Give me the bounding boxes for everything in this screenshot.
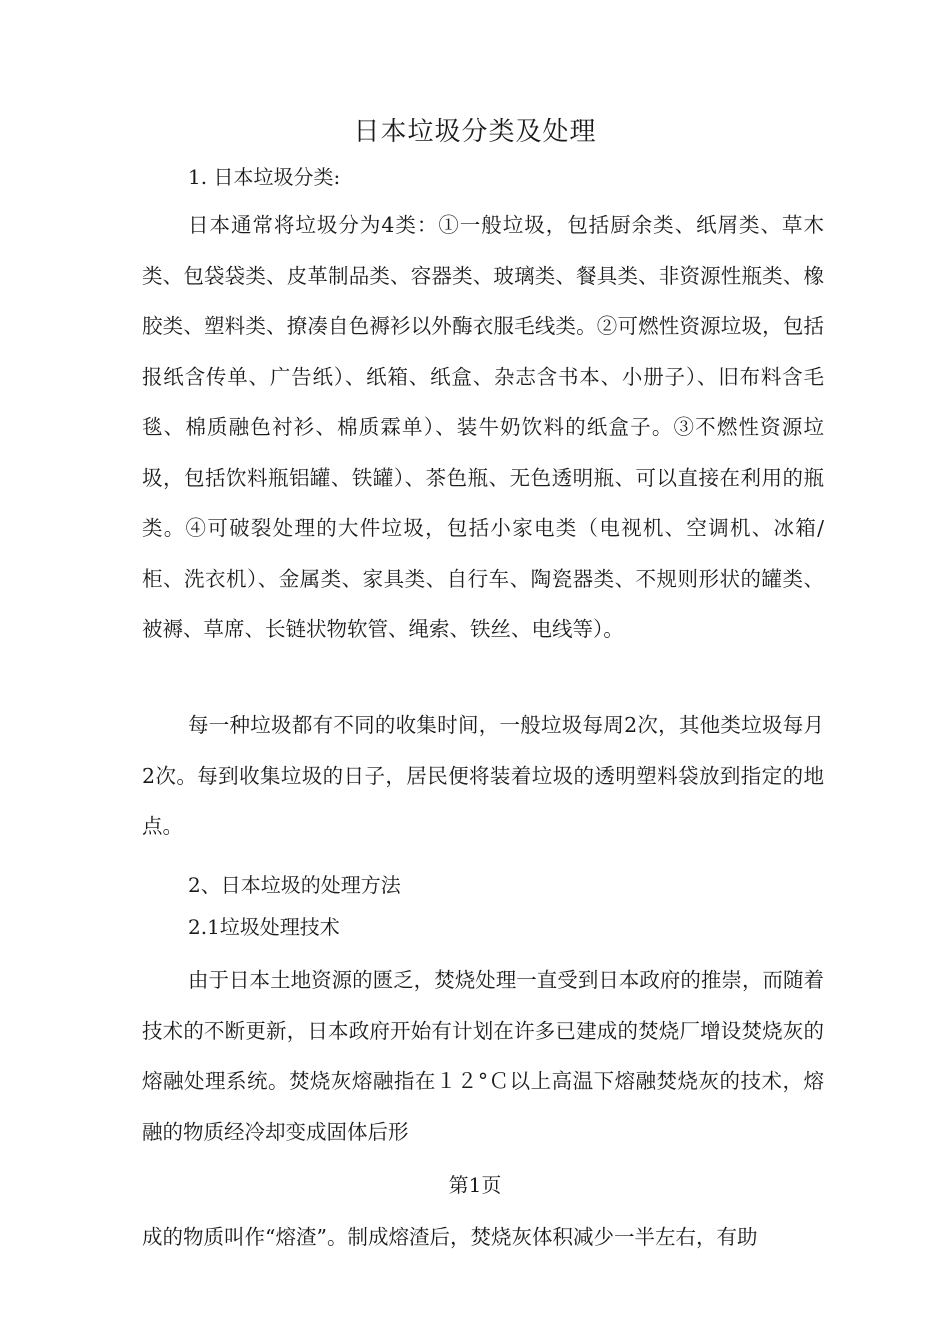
page-number: 第1页: [448, 1173, 502, 1197]
paragraph-collection-time: 每一种垃圾都有不同的收集时间，一般垃圾每周2次，其他类垃圾每月2次。每到收集垃圾的日子，居民便将装着垃圾的透明塑料袋放到指定的地点。: [142, 713, 824, 838]
section-1-heading: 1. 日本垃圾分类:: [188, 165, 341, 189]
document-title: 日本垃圾分类及处理: [353, 117, 597, 147]
paragraph-classification: 日本通常将垃圾分为4类：①一般垃圾，包括厨余类、纸屑类、草木类、包袋袋类、皮革制品类、容器类、玻璃类、餐具类、非资源性瓶类、橡胶类、塑料类、撩凑自色褥衫以外酶衣服毛线类。②可燃性资源垃圾，包括报纸含传单、广告纸）、纸箱、纸盒、杂志含书本、小册子）、旧布料含毛毯、棉质融色衬衫、棉质霖单）、装牛奶饮料的纸盒子。③不燃性资源垃圾，包括饮料瓶铝罐、铁罐）、茶色瓶、无色透明瓶、可以直接在利用的瓶类。④可破裂处理的大件垃圾，包括小家电类（电视机、空调机、冰箱/柜、洗衣机）、金属类、家具类、自行车、陶瓷器类、不规则形状的罐类、被褥、草席、长链状物软管、绳索、铁丝、电线等）。: [142, 213, 824, 641]
paragraph-continuation: 成的物质叫作“熔渣”。制成熔渣后，焚烧灰体积减少一半左右，有助: [142, 1225, 758, 1249]
paragraph-processing-technology: 由于日本土地资源的匮乏，焚烧处理一直受到日本政府的推崇，而随着技术的不断更新，日本政府开始有计划在许多已建成的焚烧厂增设焚烧灰的熔融处理系统。焚烧灰熔融指在１２°Ｃ以上高温下熔融焚烧灰的技术，熔融的物质经冷却变成固体后形: [142, 968, 824, 1144]
section-2-heading: 2、日本垃圾的处理方法: [188, 873, 401, 897]
section-2-1-heading: 2.1垃圾处理技术: [188, 915, 340, 939]
